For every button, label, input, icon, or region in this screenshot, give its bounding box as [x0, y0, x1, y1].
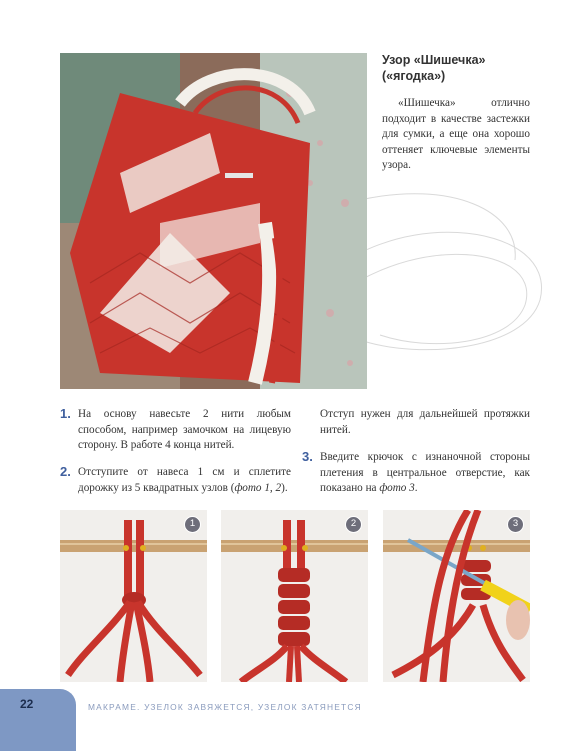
step-photo-3 — [383, 510, 530, 682]
pattern-title: Узор «Шишечка» («ягодка») — [382, 53, 486, 83]
step-2-number: 2. — [60, 464, 71, 479]
footer-tab — [0, 689, 76, 751]
photo-2-badge: 2 — [345, 516, 362, 533]
hero-photo-bag — [60, 53, 367, 389]
step-photo-2 — [221, 510, 368, 682]
step-2-continuation: Отступ нужен для дальнейшей протяжки нитей. — [320, 408, 530, 436]
running-head: МАКРАМЕ. УЗЕЛОК ЗАВЯЖЕТСЯ, УЗЕЛОК ЗАТЯНЕТСЯ — [88, 702, 362, 712]
photo-1-badge: 1 — [184, 516, 201, 533]
step-3-text: Введите крючок с изнаночной стороны плетения в центральное отверстие, как показано на фото 3. — [320, 451, 530, 494]
step-1-number: 1. — [60, 406, 71, 421]
step-1-text: На основу навесьте 2 нити любым способом, например замочком на лицевую сторону. В работе 4 конца нитей. — [78, 408, 291, 451]
pattern-description: «Шишечка» отлично подходит в качестве застежки для сумки, а еще она хорошо оттеняет ключевые элементы узора. — [382, 97, 530, 172]
step-photo-1 — [60, 510, 207, 682]
step-2-text: Отступите от навеса 1 см и сплетите дорожку из 5 квадратных узлов (фото 1, 2). — [78, 466, 291, 494]
step-3-number: 3. — [302, 449, 313, 464]
page-number: 22 — [20, 697, 34, 711]
photo-3-badge: 3 — [507, 516, 524, 533]
